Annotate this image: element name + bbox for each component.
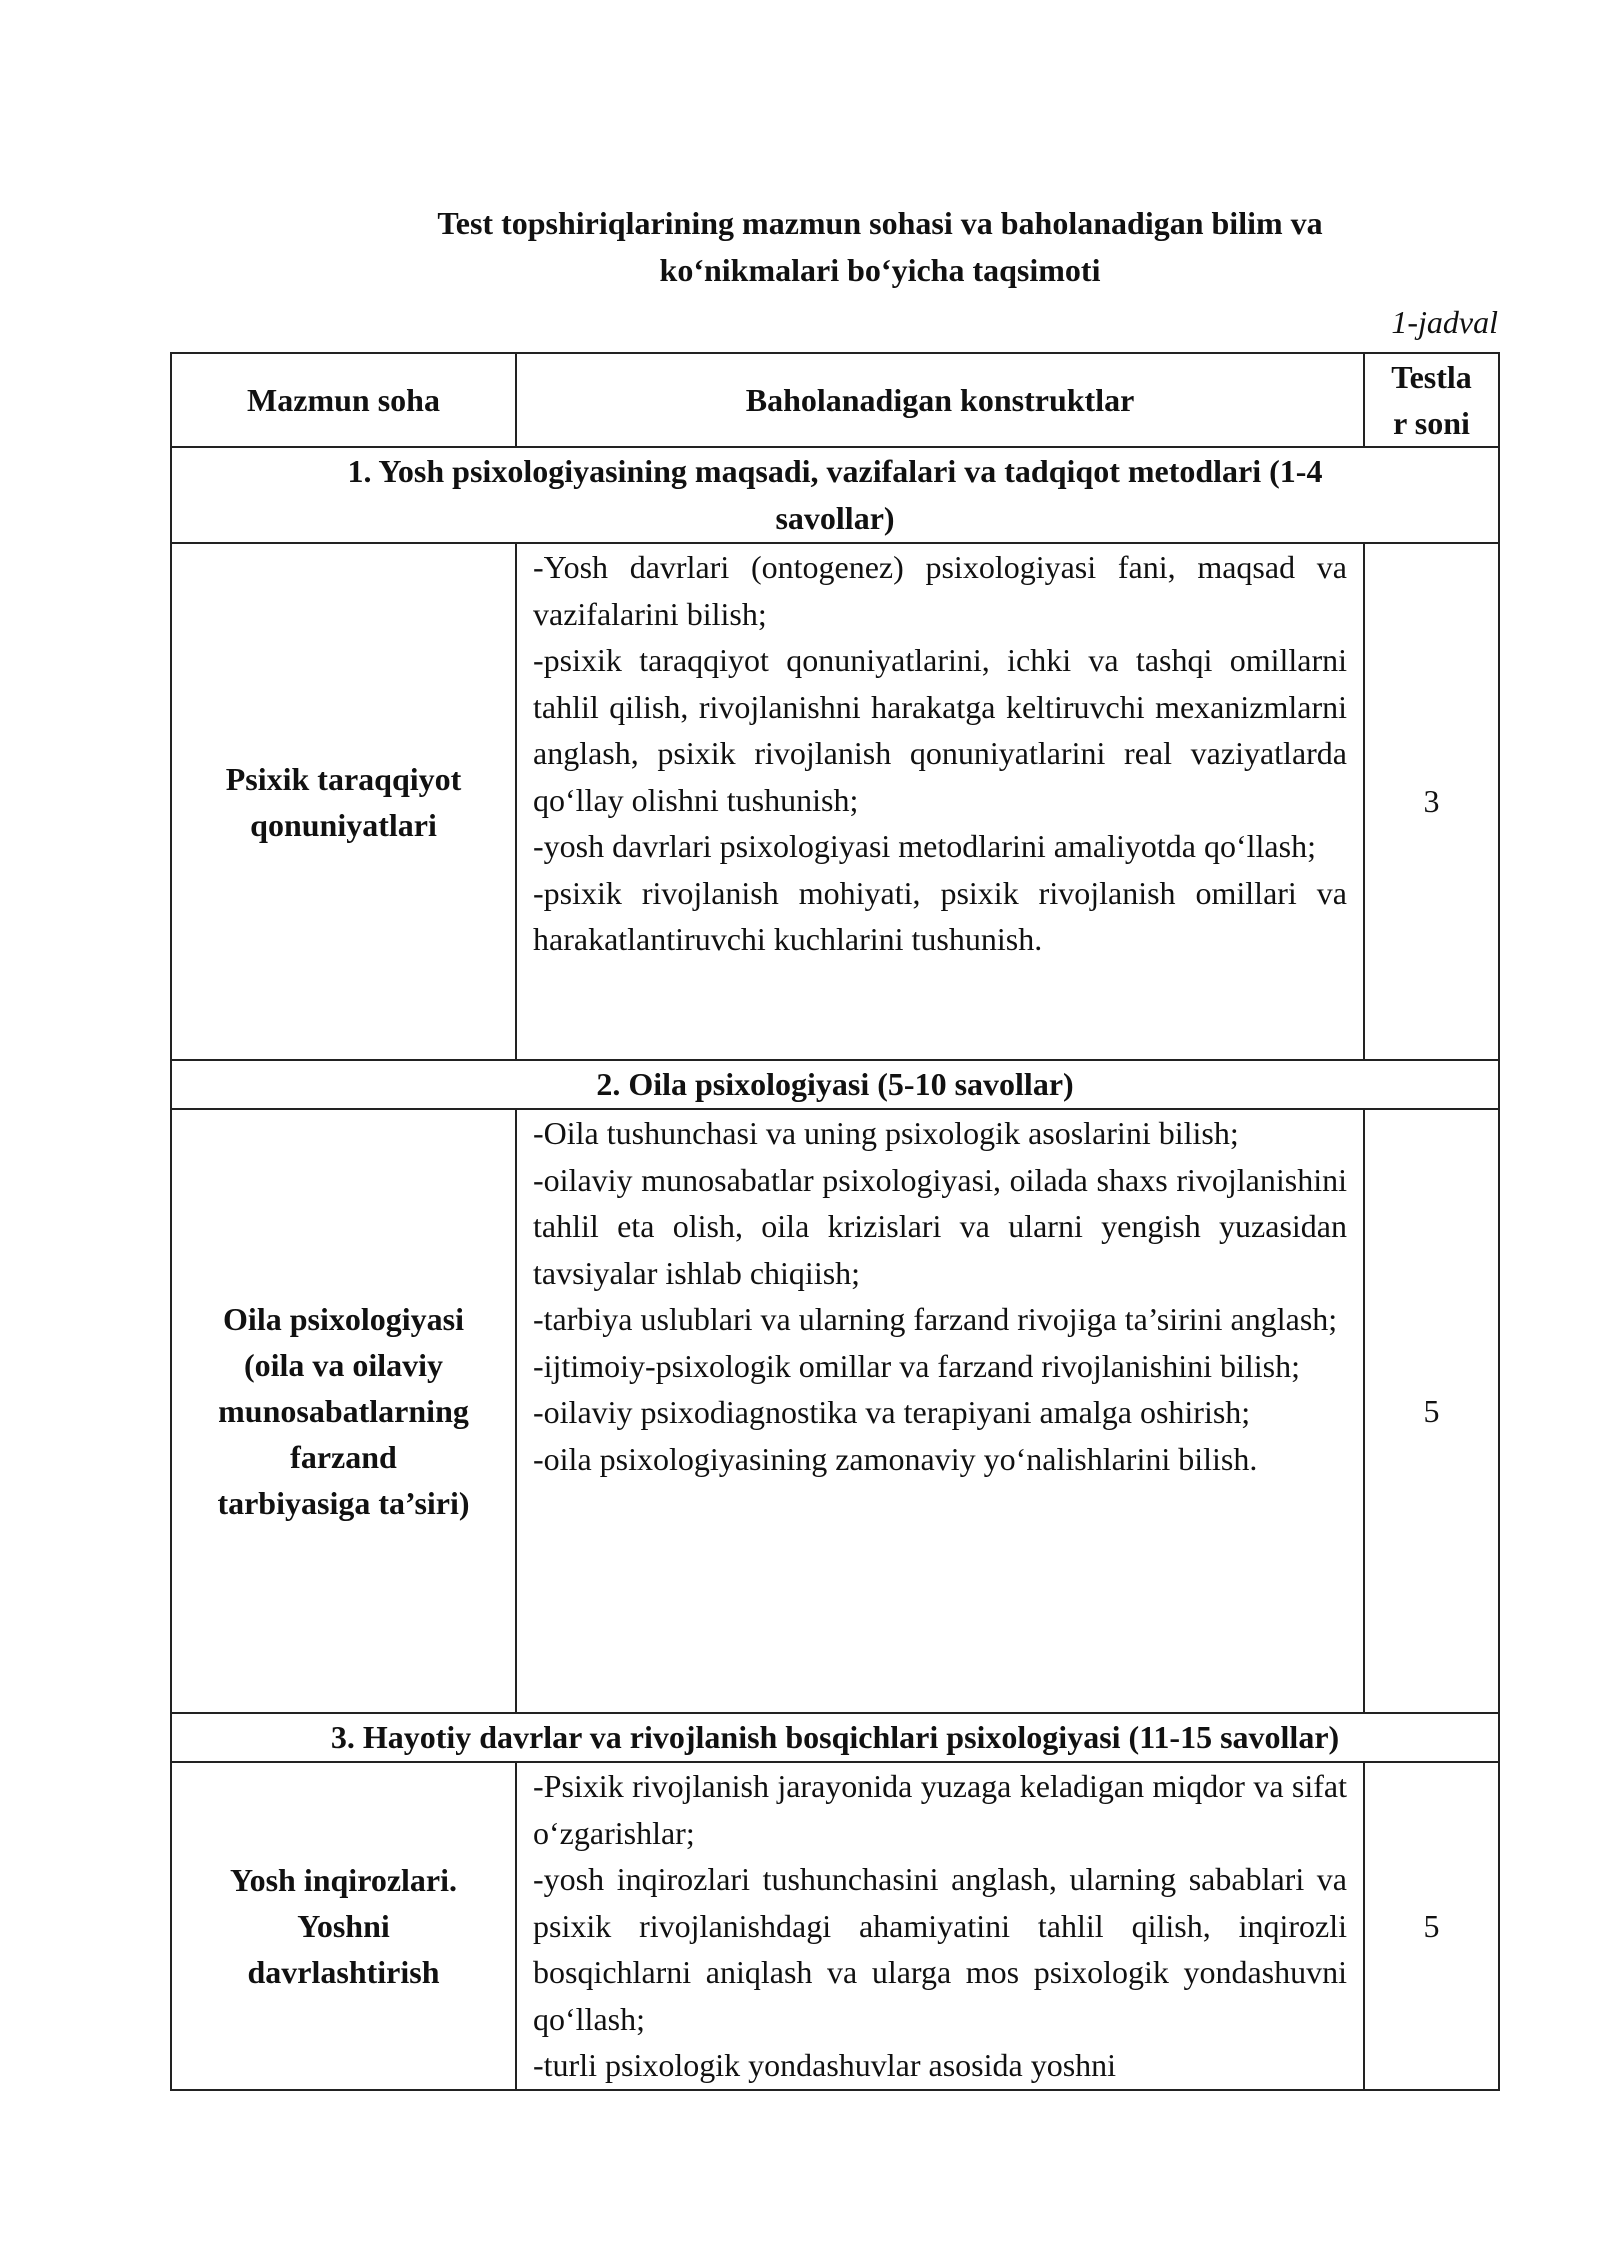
section-heading-line: 2. Oila psixologiyasi (5-10 savollar) (596, 1066, 1074, 1102)
construct-item: -oila psixologiyasining zamonaviy yo‘nalishlarini bilish. (533, 1440, 1258, 1477)
construct-item: -ijtimoiy-psixologik omillar va farzand rivojlanishini bilish; (533, 1347, 1300, 1384)
construct-item: -psixik rivojlanish mohiyati, psixik rivojlanish omillari va harakatlantiruvchi kuchlarini tushunish. (533, 874, 1347, 957)
header-count-line: Testla (1391, 359, 1472, 395)
header-count (1364, 353, 1499, 447)
content-area-line: qonuniyatlari (250, 806, 437, 843)
constructs-cell (516, 543, 1364, 1060)
document-title (330, 200, 1430, 294)
content-row (171, 1762, 1499, 2090)
header-count-line: r soni (1393, 405, 1470, 441)
content-area-line: davrlashtirish (247, 1954, 440, 1990)
construct-item: -Yosh davrlari (ontogenez) psixologiyasi fani, maqsad va vazifalarini bilish; (533, 549, 1347, 632)
construct-item: -Oila tushunchasi va uning psixologik asoslarini bilish; (533, 1115, 1239, 1151)
construct-item: -yosh davrlari psixologiyasi metodlarini amaliyotda qo‘llash; (533, 828, 1316, 864)
header-constructs: Baholanadigan konstruktlar (516, 353, 1364, 447)
constructs-cell (516, 1109, 1364, 1713)
construct-item: -psixik taraqqiyot qonuniyatlarini, ichki va tashqi omillarni tahlil qilish, rivojlanishni harakatga keltiruvchi mexanizmlarni anglash, psixik rivojlanish qonuniyatlarini real vaziyatlarda qo‘llay olishni tushunish; (533, 642, 1347, 818)
content-area-line: munosabatlarning (218, 1393, 469, 1429)
section-heading-line: 3. Hayotiy davrlar va rivojlanish bosqichlari psixologiyasi (11-15 savollar) (330, 1719, 1340, 1755)
distribution-table (170, 352, 1500, 2091)
title-line: Test topshiriqlarining mazmun sohasi va baholanadigan bilim va (437, 205, 1323, 241)
header-area: Mazmun soha (171, 353, 516, 447)
table-label: 1-jadval (1391, 304, 1498, 340)
test-count: 5 (1364, 1109, 1499, 1713)
section-heading (171, 1713, 1499, 1762)
title-line: ko‘nikmalari bo‘yicha taqsimoti (659, 252, 1101, 288)
construct-item: -yosh inqirozlari tushunchasini anglash, ularning sabablari va psixik rivojlanishdagi ahamiyatini tahlil qilish, inqirozli bosqichlarni aniqlash va ularga mos psixologik yondashuvni qo‘llash; (533, 1861, 1347, 2037)
content-row (171, 1109, 1499, 1713)
content-area-line: farzand (290, 1439, 397, 1475)
construct-item: -turli psixologik yondashuvlar asosida yoshni (533, 2047, 1117, 2083)
content-area-line: Oila psixologiyasi (223, 1301, 464, 1337)
content-area-line: (oila va oilaviy (243, 1347, 444, 1383)
content-row (171, 543, 1499, 1060)
content-area (171, 1762, 516, 2090)
content-area-line: tarbiyasiga ta’siri) (217, 1485, 470, 1521)
construct-item: -Psixik rivojlanish jarayonida yuzaga keladigan miqdor va sifat o‘zgarishlar; (533, 1768, 1347, 1851)
table-header-row (171, 353, 1499, 447)
constructs-cell (516, 1762, 1364, 2090)
section-heading-row (171, 1060, 1499, 1109)
content-area-line: Psixik taraqqiyot (225, 760, 462, 797)
section-heading-line: 1. Yosh psixologiyasining maqsadi, vazifalari va tadqiqot metodlari (1-4 (347, 453, 1323, 489)
section-heading-row (171, 447, 1499, 543)
content-area-line: Yoshni (297, 1908, 390, 1944)
content-area-line: Yosh inqirozlari. (230, 1862, 457, 1898)
test-count: 3 (1364, 543, 1499, 1060)
section-heading (171, 447, 1499, 543)
construct-item: -tarbiya uslublari va ularning farzand rivojiga ta’sirini anglash; (533, 1301, 1338, 1337)
section-heading (171, 1060, 1499, 1109)
section-heading-row (171, 1713, 1499, 1762)
construct-item: -oilaviy munosabatlar psixologiyasi, oilada shaxs rivojlanishini tahlil eta olish, oila krizislari va ularni yengish yuzasidan tavsiyalar ishlab chiqiish; (533, 1161, 1347, 1291)
content-area (171, 543, 516, 1060)
content-area (171, 1109, 516, 1713)
test-count: 5 (1364, 1762, 1499, 2090)
section-heading-line: savollar) (775, 500, 895, 536)
construct-item: -oilaviy psixodiagnostika va terapiyani amalga oshirish; (533, 1394, 1251, 1430)
